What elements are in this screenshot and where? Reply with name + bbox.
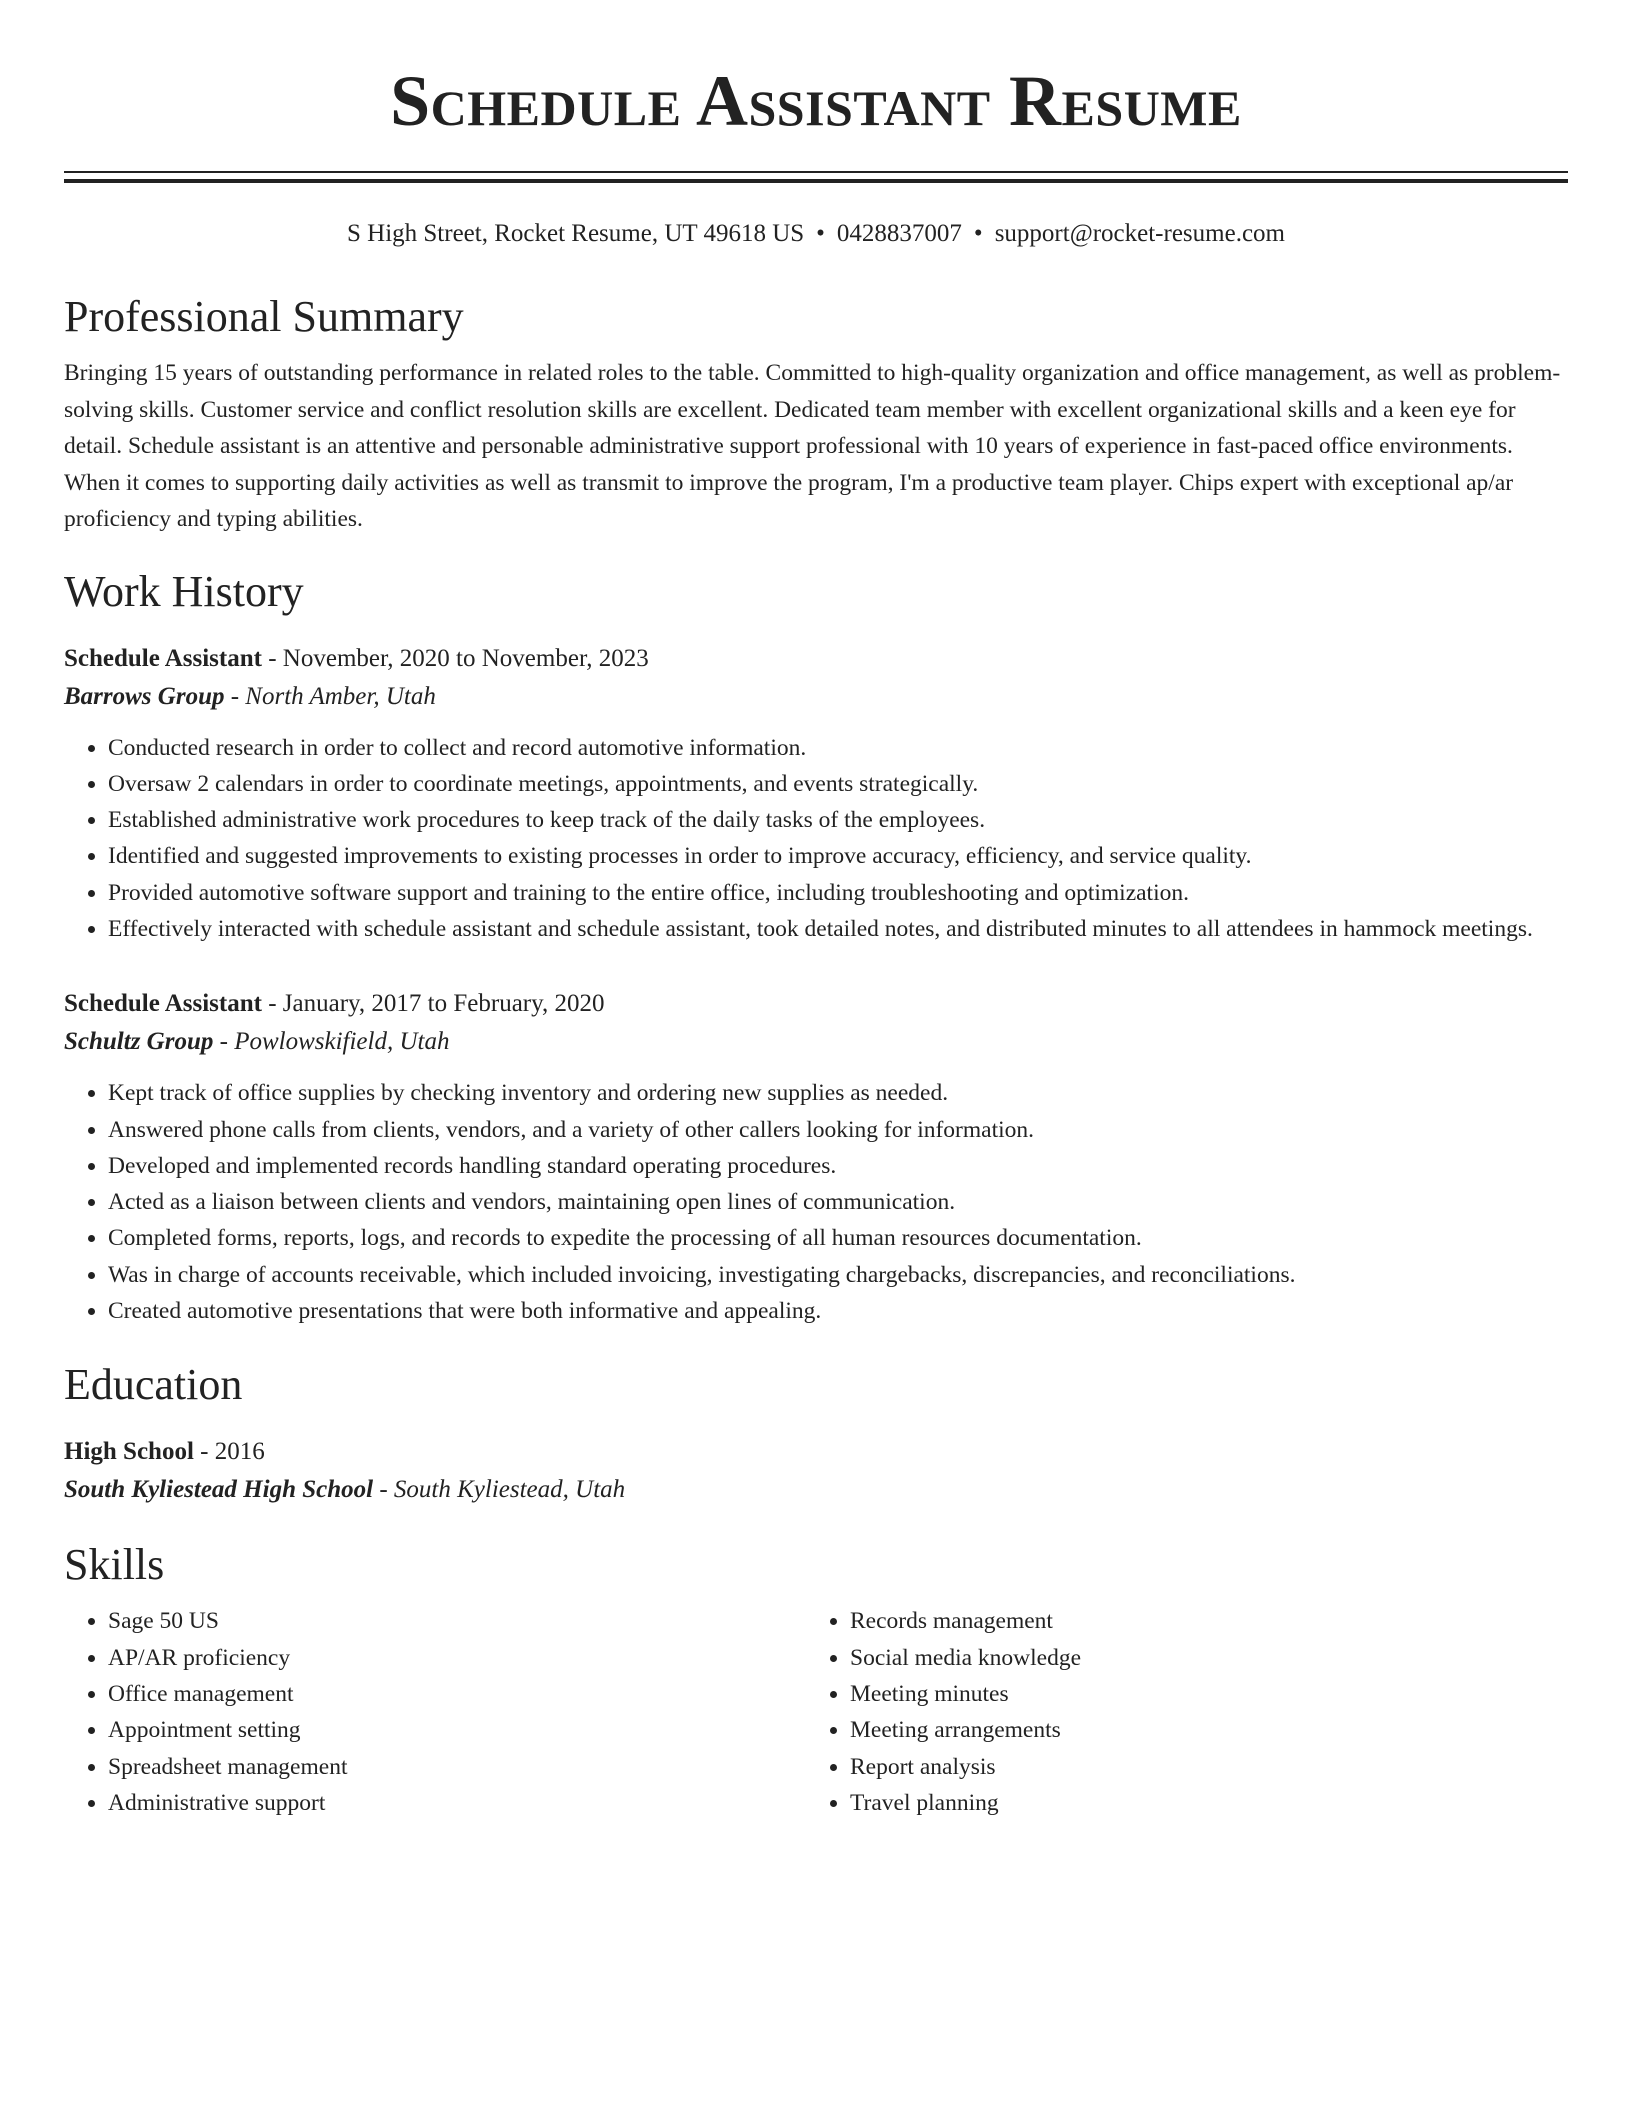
contact-separator: • bbox=[816, 220, 825, 247]
job-duty: • Provided automotive software support and training to the entire office, including troubleshooting and optimization. bbox=[108, 875, 1568, 911]
job-duty: • Established administrative work procedures to keep track of the daily tasks of the employees. bbox=[108, 802, 1568, 838]
job-duties-list bbox=[64, 730, 1568, 948]
job-duty: • Conducted research in order to collect and record automotive information. bbox=[108, 730, 1568, 766]
job-location: - Powlowskifield, Utah bbox=[213, 1028, 450, 1056]
job-company: Schultz Group bbox=[64, 1028, 214, 1056]
job-title: Schedule Assistant bbox=[64, 990, 262, 1018]
job-company: Barrows Group bbox=[64, 682, 225, 710]
contact-address: S High Street, Rocket Resume, UT 49618 US bbox=[347, 220, 805, 247]
job-duty: • Developed and implemented records handling standard operating procedures. bbox=[108, 1148, 1568, 1184]
job-duty: • Completed forms, reports, logs, and records to expedite the processing of all human resources documentation. bbox=[108, 1220, 1568, 1256]
education-school: South Kyliestead High School bbox=[64, 1476, 374, 1504]
job-company-line bbox=[64, 1023, 1568, 1061]
job-title-line bbox=[64, 985, 1568, 1023]
divider-thin-line bbox=[64, 171, 1568, 173]
job-dates: - January, 2017 to February, 2020 bbox=[261, 990, 605, 1018]
skills-list bbox=[64, 1603, 806, 1821]
skills-grid bbox=[64, 1603, 1568, 1821]
contact-separator: • bbox=[973, 220, 983, 247]
job-entry bbox=[64, 985, 1568, 1329]
skill-item: • Records management bbox=[850, 1603, 1548, 1639]
contact-phone: 0428837007 bbox=[836, 220, 962, 247]
summary-text: Bringing 15 years of outstanding performance in related roles to the table. Committed to high-quality organization and office management, as well as problem-solving skills. Customer service and conflict resolution skills are excellent. Dedicated team member with excellent organizational skills and a keen eye for detail. Schedule assistant is an attentive and personable administrative support professional with 10 years of experience in fast-paced office environments. When it comes to supporting daily activities as well as transmit to improve the program, I'm a productive team player. Chips expert with exceptional ap/ar proficiency and typing abilities. bbox=[64, 360, 1561, 532]
work-history-heading: Work History bbox=[64, 566, 304, 616]
contact-email: support@rocket-resume.com bbox=[994, 220, 1285, 247]
divider-thick-line bbox=[64, 179, 1568, 183]
skills-column-right bbox=[806, 1603, 1548, 1821]
job-duty: • Answered phone calls from clients, vendors, and a variety of other callers looking for information. bbox=[108, 1112, 1568, 1148]
resume-title: Schedule Assistant Resume bbox=[390, 61, 1242, 141]
title-divider bbox=[64, 171, 1568, 183]
education-heading: Education bbox=[64, 1360, 243, 1410]
skill-item: • Meeting arrangements bbox=[850, 1712, 1548, 1748]
skill-item: • Office management bbox=[108, 1676, 806, 1712]
skill-item: • Administrative support bbox=[108, 1785, 806, 1821]
job-location: - North Amber, Utah bbox=[224, 682, 436, 710]
skill-item: • Appointment setting bbox=[108, 1712, 806, 1748]
job-duty: • Identified and suggested improvements to existing processes in order to improve accuracy, efficiency, and service quality. bbox=[108, 838, 1568, 874]
skill-item: • Sage 50 US bbox=[108, 1603, 806, 1639]
education-location: - South Kyliestead, Utah bbox=[373, 1476, 626, 1504]
job-duty: • Was in charge of accounts receivable, which included invoicing, investigating chargebacks, discrepancies, and reconciliations. bbox=[108, 1257, 1568, 1293]
job-title-line bbox=[64, 640, 1568, 678]
skill-item: • Social media knowledge bbox=[850, 1640, 1548, 1676]
job-duty: • Acted as a liaison between clients and vendors, maintaining open lines of communication. bbox=[108, 1184, 1568, 1220]
skills-list bbox=[806, 1603, 1548, 1821]
education-entry bbox=[64, 1433, 1568, 1509]
skills-heading: Skills bbox=[64, 1540, 165, 1590]
education-degree: High School bbox=[64, 1438, 194, 1466]
education-school-line bbox=[64, 1471, 1568, 1509]
job-company-line bbox=[64, 678, 1568, 716]
job-title: Schedule Assistant bbox=[64, 644, 262, 672]
job-duties-list bbox=[64, 1075, 1568, 1329]
job-entry bbox=[64, 640, 1568, 948]
skill-item: • Travel planning bbox=[850, 1785, 1548, 1821]
job-duty: • Effectively interacted with schedule assistant and schedule assistant, took detailed notes, and distributed minutes to all attendees in hammock meetings. bbox=[108, 911, 1568, 947]
skills-column-left bbox=[64, 1603, 806, 1821]
skill-item: • Meeting minutes bbox=[850, 1676, 1548, 1712]
job-duty: • Created automotive presentations that were both informative and appealing. bbox=[108, 1293, 1568, 1329]
skill-item: • Report analysis bbox=[850, 1749, 1548, 1785]
job-dates: - November, 2020 to November, 2023 bbox=[261, 644, 649, 672]
job-duty: • Kept track of office supplies by checking inventory and ordering new supplies as needed. bbox=[108, 1075, 1568, 1111]
education-year: - 2016 bbox=[193, 1438, 265, 1466]
skill-item: • Spreadsheet management bbox=[108, 1749, 806, 1785]
education-degree-line bbox=[64, 1433, 1568, 1471]
summary-heading: Professional Summary bbox=[64, 292, 464, 341]
contact-line bbox=[64, 219, 1568, 249]
job-duty: • Oversaw 2 calendars in order to coordinate meetings, appointments, and events strategically. bbox=[108, 766, 1568, 802]
skill-item: • AP/AR proficiency bbox=[108, 1640, 806, 1676]
